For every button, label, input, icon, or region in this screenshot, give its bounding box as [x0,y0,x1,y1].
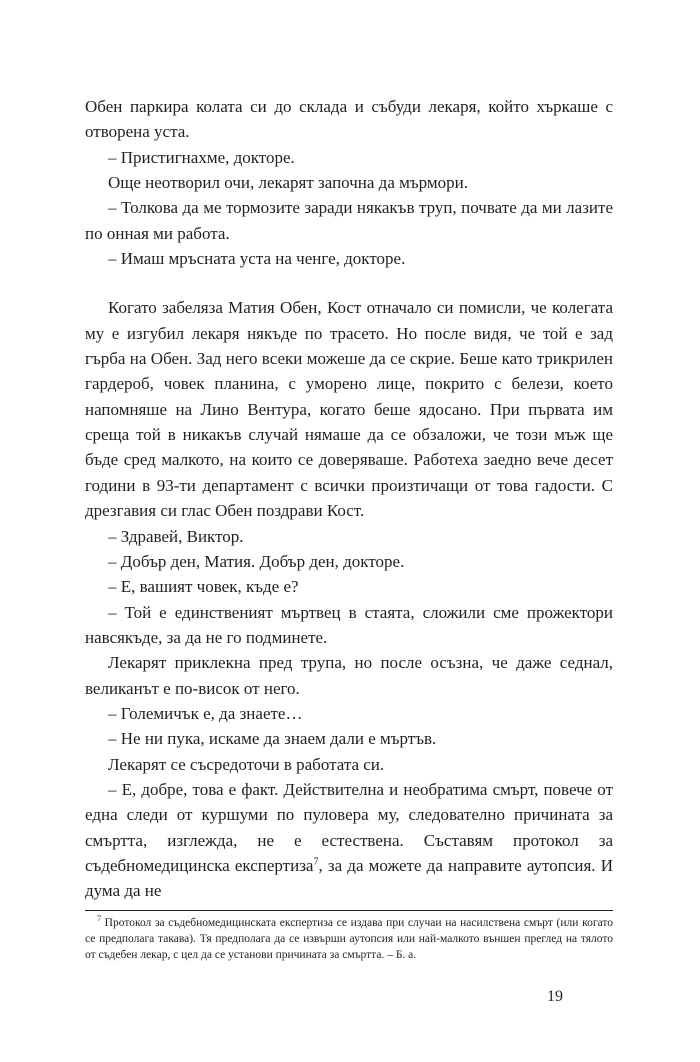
paragraph [85,777,613,904]
footnote-marker: 7 [313,856,319,868]
paragraph: – Е, вашият човек, къде е? [108,577,299,597]
page-body [85,94,613,963]
footnote [85,915,613,963]
paragraph-text: , за да можете да направите аутопсия. И дума да не [85,855,613,901]
paragraph: Обен паркира колата си до склада и събуди лекаря, който хъркаше с отворена уста. [85,97,613,142]
page-number [0,988,700,1006]
footnote-text: Протокол за съдебномедицинската експертиза се издава при случаи на насилствена смърт (или когато се предполага такава). Тя предполага да се извърши аутопсия или най-малкото външен преглед на тялото от съдебен лекар, с цел да се установи причината за смъртта. – Б. а. [85,916,613,961]
paragraph: – Не ни пука, искаме да знаем дали е мъртъв. [108,729,437,749]
paragraph: Лекарят приклекна пред трупа, но после осъзна, че даже седнал, великанът е по-висок от него. [85,653,613,698]
paragraph: – Добър ден, Матия. Добър ден, докторе. [108,551,405,571]
paragraph: Още неотворил очи, лекарят започна да мърмори. [108,173,469,193]
paragraph: – Толкова да ме тормозите заради някакъв труп, почвате да ми лазите по онная ми работа. [85,198,613,243]
paragraph: Лекарят се съсредоточи в работата си. [108,754,385,774]
section-break [85,271,613,295]
paragraph: – Здравей, Виктор. [108,526,244,546]
paragraph: – Той е единственият мъртвец в стаята, сложили сме прожектори навсякъде, за да не го подминете. [85,602,613,647]
paragraph: – Големичък е, да знаете… [108,703,303,723]
paragraph: – Пристигнахме, докторе. [108,147,295,167]
paragraph: – Имаш мръсната уста на ченге, докторе. [108,249,406,269]
footnote-number: 7 [97,913,101,923]
paragraph: Когато забеляза Матия Обен, Кост отначало си помисли, че колегата му е изгубил лекаря някъде по трасето. Но после видя, че той е зад гърба на Обен. Зад него всеки можеше да се скрие. Беше като трикрилен гардероб, човек планина, с уморено лице, покрито с белези, което напомняше на Лино Вентура, когато беше ядосано. При първата им среща той в никакъв случай нямаше да се обзаложи, че този мъж ще бъде сред малкото, на които се доверяваше. Работеха заедно вече десет години в 93-ти департамент с всички произтичащи от това гадости. С дрезгавия си глас Обен поздрави Кост. [85,298,613,521]
footnote-divider [85,910,613,911]
page-number-text: 19 [547,988,563,1005]
paragraph-text: – Е, добре, това е факт. Действителна и необратима смърт, повече от една следи от куршуми по пуловера му, следователно причината за смъртта, изглежда, не е естествена. Съставям протокол за съдебномедицинска експертиза [85,779,613,875]
